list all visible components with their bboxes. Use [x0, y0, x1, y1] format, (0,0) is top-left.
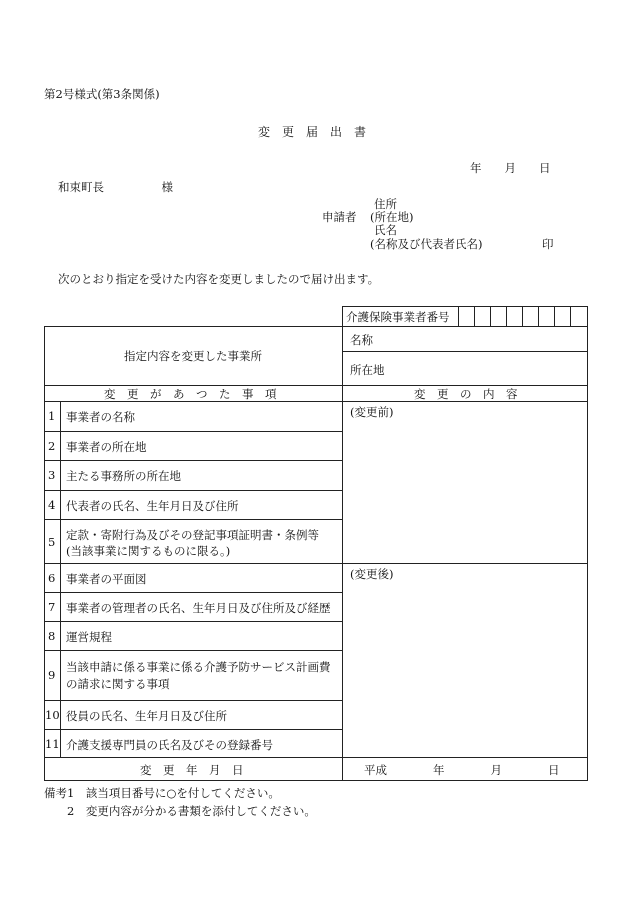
- location-label: (所在地): [370, 210, 414, 224]
- note-2: 2 変更内容が分かる書類を添付してください。: [44, 804, 316, 818]
- applicant-name-detail-label: (名称及び代表者氏名): [370, 237, 483, 251]
- item-label: 事業者の所在地: [66, 440, 147, 454]
- item-label: 運営規程: [66, 630, 112, 644]
- provider-number-label: 介護保険事業者番号: [346, 310, 450, 324]
- item-label: 主たる事務所の所在地: [66, 469, 181, 483]
- item-label-continued: の請求に関する事項: [66, 677, 170, 691]
- item-number: 2: [48, 439, 56, 453]
- item-label: 定款・寄附行為及びその登記事項証明書・条例等: [66, 528, 319, 542]
- change-date-value: 平成 年 月 日: [364, 763, 560, 777]
- item-label: 事業者の平面図: [66, 572, 147, 586]
- applicant-role-label: 申請者: [322, 210, 357, 224]
- item-number: 1: [48, 409, 56, 423]
- item-number: 7: [48, 600, 56, 614]
- before-label: (変更前): [350, 405, 394, 419]
- items-header: 変 更 が あ つ た 事 項: [104, 387, 277, 401]
- contents-header: 変 更 の 内 容: [414, 387, 518, 401]
- seal-mark: 印: [542, 237, 554, 251]
- item-number: 10: [45, 708, 60, 722]
- item-number: 4: [48, 498, 56, 512]
- item-label: 事業者の名称: [66, 410, 135, 424]
- change-date-label: 変 更 年 月 日: [140, 763, 244, 777]
- intro-text: 次のとおり指定を受けた内容を変更しましたので届け出ます。: [58, 272, 380, 286]
- addressee: 和束町長 様: [58, 180, 173, 194]
- item-label: 介護支援専門員の氏名及びその登録番号: [66, 738, 273, 752]
- form-number: 第2号様式(第3条関係): [44, 87, 160, 101]
- office-location-label: 所在地: [350, 363, 385, 377]
- address-label: 住所: [374, 197, 397, 211]
- applicant-name-label: 氏名: [374, 223, 397, 237]
- page-title: 変 更 届 出 書: [258, 125, 367, 139]
- item-number: 6: [48, 571, 56, 585]
- item-number: 11: [45, 737, 60, 751]
- office-label: 指定内容を変更した事業所: [124, 349, 262, 363]
- item-number: 5: [48, 535, 56, 549]
- after-label: (変更後): [350, 567, 394, 581]
- item-number: 9: [48, 668, 56, 682]
- item-number: 8: [48, 629, 56, 643]
- item-label: 当該申請に係る事業に係る介護予防サービス計画費: [66, 660, 331, 674]
- item-label: 事業者の管理者の氏名、生年月日及び住所及び経歴: [66, 601, 331, 615]
- date-line: 年 月 日: [470, 161, 551, 175]
- item-label: 役員の氏名、生年月日及び住所: [66, 709, 227, 723]
- note-1: 備考1 該当項目番号に○を付してください。: [44, 786, 280, 800]
- item-number: 3: [48, 468, 56, 482]
- item-label: 代表者の氏名、生年月日及び住所: [66, 499, 239, 513]
- office-name-label: 名称: [350, 333, 373, 347]
- item-label-continued: (当該事業に関するものに限る。): [66, 544, 231, 558]
